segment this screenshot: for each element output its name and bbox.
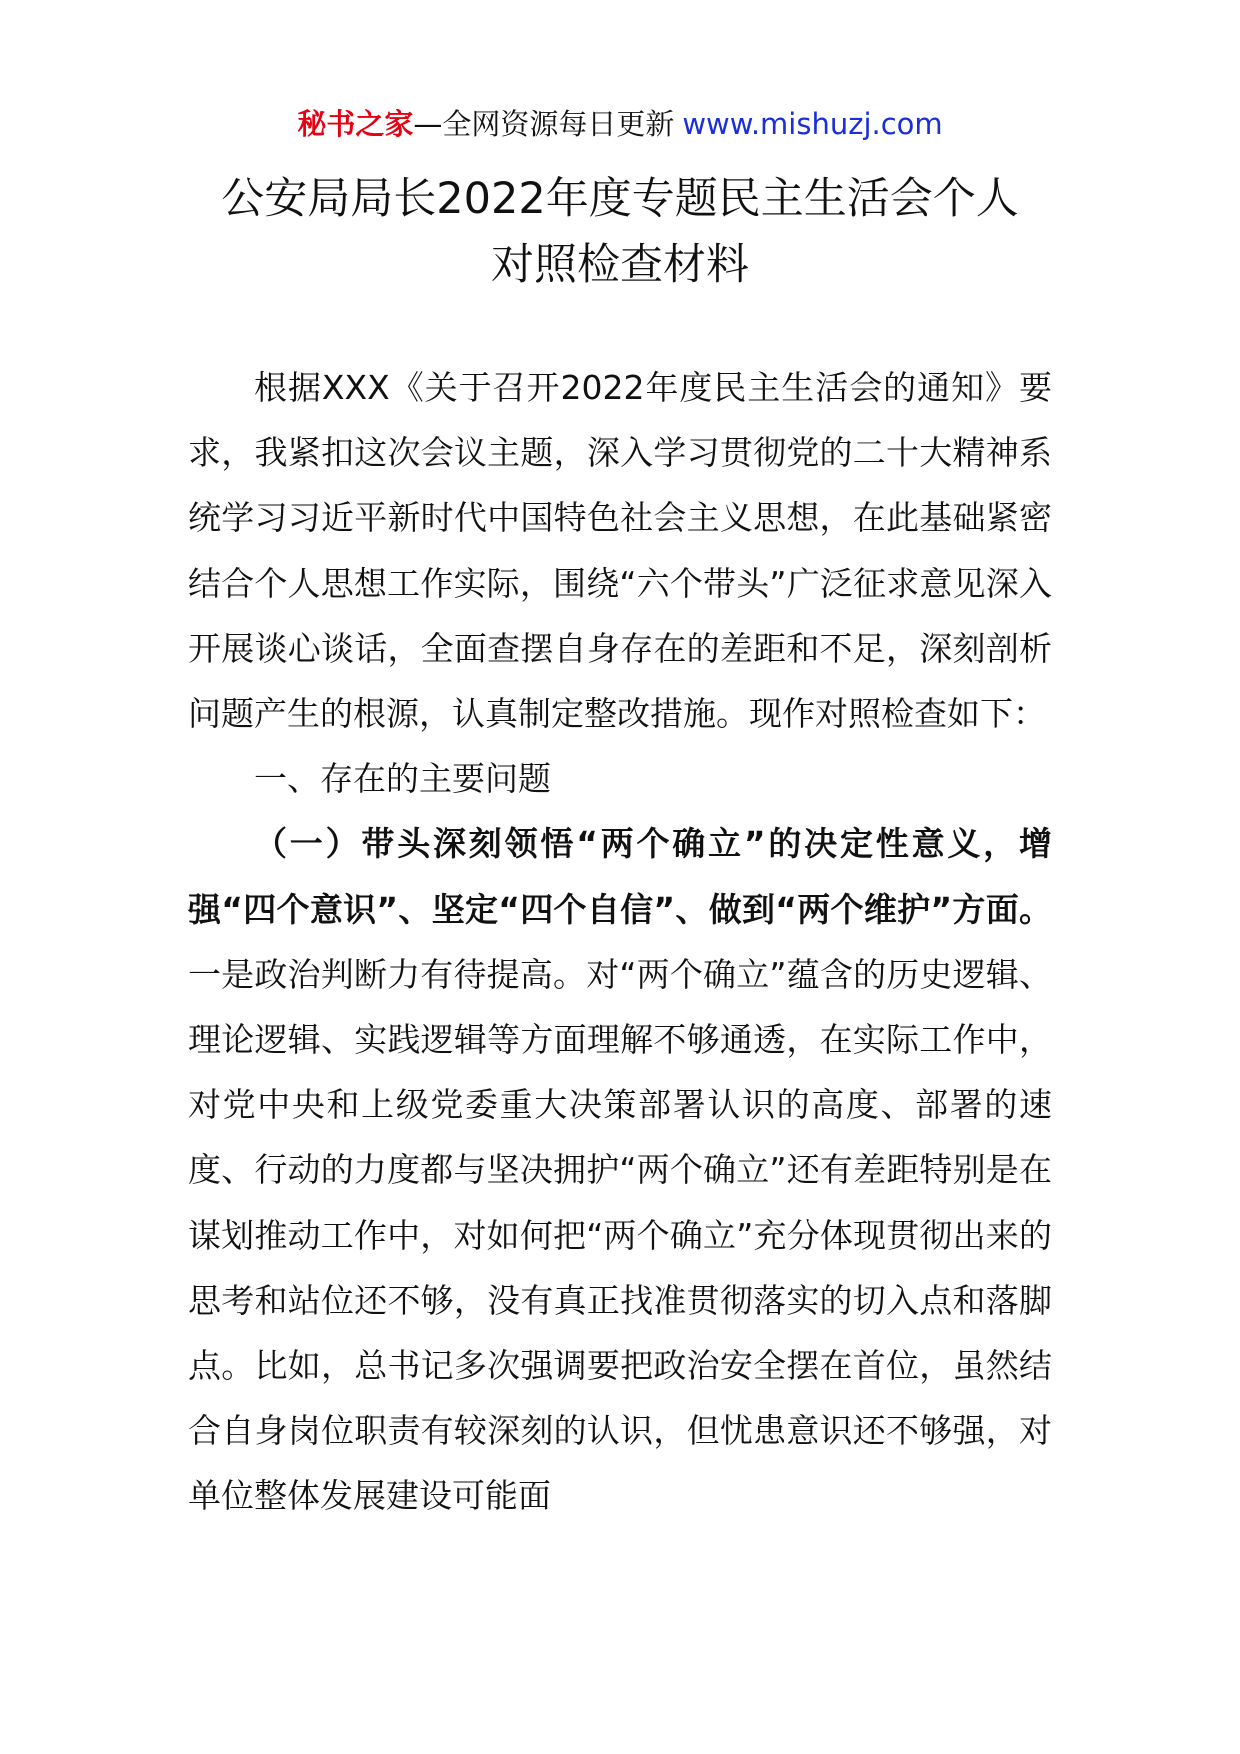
site-url-link[interactable]: www.mishuzj.com: [682, 107, 943, 141]
site-header: [0, 104, 1240, 144]
document-title-line-2: 对照检查材料: [491, 240, 749, 290]
section-heading: 一、存在的主要问题: [254, 759, 551, 799]
subsection-paragraph: [188, 811, 1052, 1528]
subsection-text: 一是政治判断力有待提高。对“两个确立”蕴含的历史逻辑、理论逻辑、实践逻辑等方面理解不够通透，在实际工作中，对党中央和上级党委重大决策部署认识的高度、部署的速度、行动的力度都与坚决拥护“两个确立”还有差距特别是在谋划推动工作中，对如何把“两个确立”充分体现贯彻出来的思考和站位还不够，没有真正找准贯彻落实的切入点和落脚点。比如，总书记多次强调要把政治安全摆在首位，虽然结合自身岗位职责有较深刻的认识，但忧患意识还不够强，对单位整体发展建设可能面: [188, 954, 1052, 1516]
document-body: [188, 355, 1052, 1529]
subsection-heading: （一）带头深刻领悟“两个确立”的决定性意义，增强“四个意识”、坚定“四个自信”、做到“两个维护”方面。: [188, 824, 1052, 929]
intro-paragraph: 根据XXX《关于召开2022年度民主生活会的通知》要求，我紧扣这次会议主题，深入学习贯彻党的二十大精神系统学习习近平新时代中国特色社会主义思想，在此基础紧密结合个人思想工作实际，围绕“六个带头”广泛征求意见深入开展谈心谈话，全面查摆自身存在的差距和不足，深刻剖析问题产生的根源，认真制定整改措施。现作对照检查如下：: [188, 368, 1052, 734]
site-brand: 秘书之家: [297, 107, 414, 141]
document-title-line-1: 公安局局长2022年度专题民主生活会个人: [221, 174, 1019, 224]
site-slogan: —全网资源每日更新: [413, 107, 675, 141]
document-title: [150, 166, 1090, 298]
